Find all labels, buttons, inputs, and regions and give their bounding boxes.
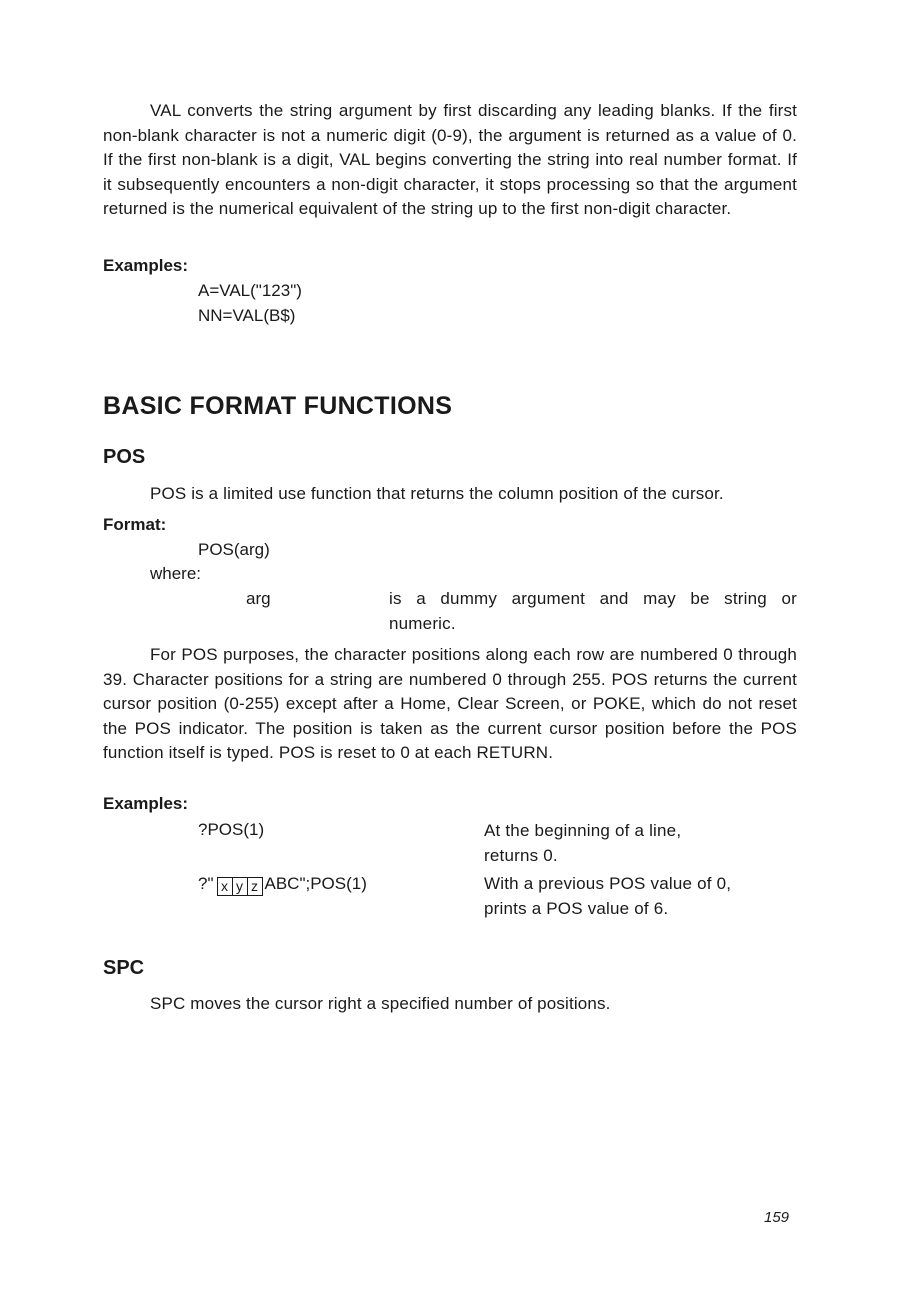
pos-example-1-code: ?POS(1) [198, 820, 265, 839]
spc-intro: SPC moves the cursor right a specified number of positions. [150, 994, 611, 1013]
keycap-y: y [232, 878, 247, 895]
pos-param-desc-line2: numeric. [389, 614, 456, 633]
spc-heading: SPC [103, 957, 145, 979]
pos-where: where: [150, 564, 202, 583]
keycap-group [217, 877, 263, 896]
pos-param-name: arg [246, 589, 271, 608]
pos-example-2-desc-line2: prints a POS value of 6. [484, 899, 669, 918]
pos-example-1-desc-line2: returns 0. [484, 846, 558, 865]
pos-examples-label: Examples: [103, 794, 189, 813]
pos-param-desc-line1: is a dummy argument and may be string or [389, 589, 797, 608]
val-examples-label: Examples: [103, 256, 189, 275]
section-heading: BASIC FORMAT FUNCTIONS [103, 392, 453, 420]
keycap-z: z [247, 878, 262, 895]
val-example-2: NN=VAL(B$) [198, 306, 296, 325]
page-number: 159 [764, 1209, 790, 1226]
pos-intro: POS is a limited use function that returns the column position of the cursor. [150, 484, 724, 503]
val-paragraph: VAL converts the string argument by first discarding any leading blanks. If the first non-blank character is not a numeric digit (0-9), the argument is returned as a value of 0. If the first non-blank is a digit, VAL begins converting the string into real number format. If it subsequently encounters a non-digit character, it stops processing so that the argument returned is the numerical equivalent of the string up to the first non-digit character. [103, 101, 797, 218]
pos-example-2-prefix: ?" [198, 874, 214, 893]
keycap-x: x [221, 878, 228, 894]
val-example-1: A=VAL("123") [198, 281, 302, 300]
pos-paragraph: For POS purposes, the character positions along each row are numbered 0 through 39. Character positions for a string are numbered 0 through 255. POS returns the current cursor position (0-255) except after a Home, Clear Screen, or POKE, which do not reset the POS indicator. The position is taken as the current cursor position before the POS function itself is typed. POS is reset to 0 at each RETURN. [103, 645, 797, 762]
pos-example-2-desc-line1: With a previous POS value of 0, [484, 874, 732, 893]
pos-format-label: Format: [103, 515, 167, 534]
pos-heading: POS [103, 446, 146, 468]
pos-example-2-suffix: ABC";POS(1) [264, 874, 367, 893]
pos-format-syntax: POS(arg) [198, 540, 270, 559]
pos-example-1-desc-line1: At the beginning of a line, [484, 821, 682, 840]
pos-example-2-code [198, 872, 367, 896]
